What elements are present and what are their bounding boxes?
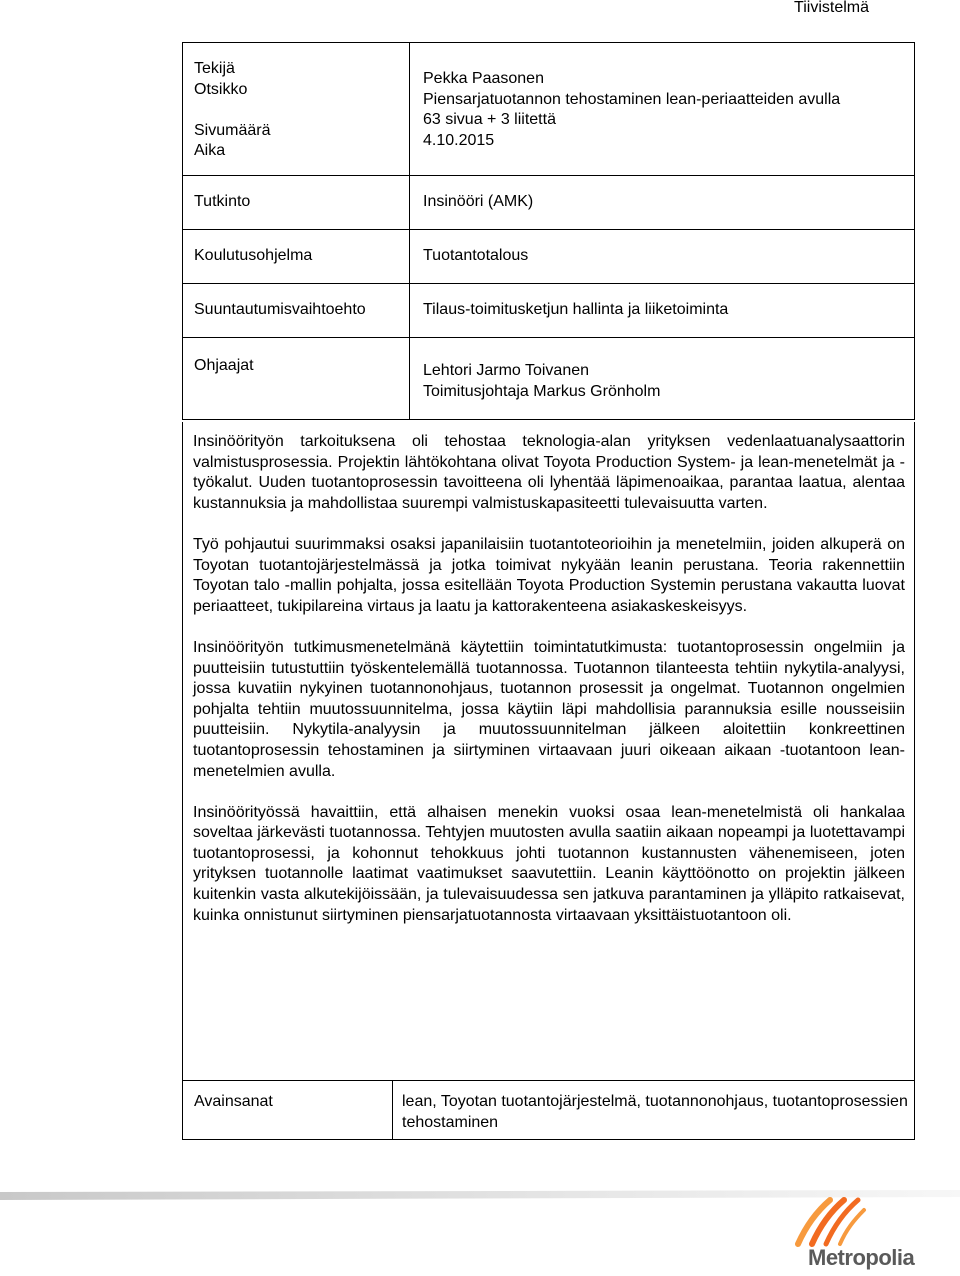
- abstract-text: [193, 432, 905, 947]
- meta-row-basic: [183, 43, 915, 176]
- value-degree: Insinööri (AMK): [423, 193, 534, 210]
- value-supervisor-1: Lehtori Jarmo Toivanen: [423, 362, 590, 379]
- label-degree: Tutkinto: [194, 193, 251, 210]
- label-supervisors: Ohjaajat: [194, 357, 254, 374]
- abstract-paragraph-2: Työ pohjautui suurimmaksi osaksi japanilaisiin tuotantoteorioihin ja menetelmiin, joiden alkuperä on Toyotan tuotantojärjestelmässä ja jotka toimivat nykyään leanin perustana. Teoria rakennettiin Toyotan talo -mallin pohjalta, jossa esitellään Toyota Production Systemin perustana vakautta luovat periaatteet, tukipilareina virtaus ja laatu ja kattorakenteena asiakaskeskeisyys.: [193, 535, 905, 615]
- abstract-paragraph-1: Insinöörityön tarkoituksena oli tehostaa teknologia-alan yrityksen vedenlaatuanalysaattorin valmistusprosessia. Projektin lähtökohtana olivat Toyota Production System- ja lean-menetelmät ja -työkalut. Uuden tuotantoprosessin tavoitteena oli lyhentää läpimenoaikaa, parantaa laatua, alentaa kustannuksia ja mahdollistaa suurempi valmistuskapasiteetti tulevaisuutta varten.: [193, 433, 905, 512]
- value-time: 4.10.2015: [423, 131, 495, 149]
- value-option: Tilaus-toimitusketjun hallinta ja liiketoiminta: [423, 301, 729, 318]
- label-pages: Sivumäärä: [194, 121, 271, 139]
- thesis-metadata-table: [182, 42, 915, 420]
- label-title: Otsikko: [194, 80, 248, 98]
- value-supervisor-2: Toimitusjohtaja Markus Grönholm: [423, 382, 661, 400]
- abstract-paragraph-4: Insinöörityössä havaittiin, että alhaisen menekin vuoksi osaa lean-menetelmistä oli hankalaa soveltaa järkevästi tuotannossa. Tehtyjen muutosten avulla saatiin aikaan nopeampi ja luotettavampi tuotantoprosessi, ja kohonnut tehokkuus johti tuotannon kustannusten vähenemiseen, joten yrityksen tuotannolle laatimat vaatimukset saavutettiin. Leanin käyttöönotto on projektin jälkeen kuitenkin vasta alkutekijöissään, ja tulevaisuudessa sen jatkuva parantaminen ja ylläpito ratkaisevat, kuinka onnistunut siirtyminen piensarjatuotannosta virtaavaan yksittäistuotantoon oli.: [193, 803, 905, 924]
- value-pages: 63 sivua + 3 liitettä: [423, 111, 556, 128]
- keywords-label: Avainsanat: [194, 1093, 273, 1110]
- label-program: Koulutusohjelma: [194, 247, 313, 264]
- keywords-table: [182, 1080, 915, 1140]
- value-author: Pekka Paasonen: [423, 70, 544, 87]
- label-time: Aika: [194, 142, 226, 159]
- abstract-paragraph-3: Insinöörityön tutkimusmenetelmänä käytettiin toimintatutkimusta: tuotantoprosessin ongelmiin ja puutteisiin tutustuttiin työskentelemällä tuotannossa. Tuotannon tilanteesta tehtiin nykytila-analyysi, jossa kuvatiin nykyinen tuotannonohjaus, tuotannon prosessit ja ongelmat. Tuotannon ongelmien pohjalta tehtiin muutossuunnitelma, jossa käytiin läpi mahdollisia parannuksia esille nousseisiin puutteisiin. Nykytila-analyysin ja muutossuunnitelman jälkeen aloitettiin konkreettinen tuotantoprosessin tehostaminen ja siirtyminen virtaavaan juuri oikeaan aikaan -tuotantoon lean-menetelmien avulla.: [193, 638, 905, 780]
- label-option: Suuntautumisvaihtoehto: [194, 301, 366, 318]
- meta-values-cell: [410, 43, 915, 176]
- meta-row-degree: [183, 176, 915, 230]
- logo-wordmark: Metropolia: [808, 1245, 915, 1270]
- meta-row-supervisors: [183, 338, 915, 420]
- meta-row-program: [183, 230, 915, 284]
- keywords-value: lean, Toyotan tuotantojärjestelmä, tuotannonohjaus, tuotantoprosessien tehostaminen: [402, 1093, 908, 1131]
- value-title: Piensarjatuotannon tehostaminen lean-periaatteiden avulla: [423, 90, 841, 108]
- label-author: Tekijä: [194, 60, 235, 77]
- value-program: Tuotantotalous: [423, 247, 529, 264]
- meta-labels-cell: [183, 43, 410, 176]
- meta-row-option: [183, 284, 915, 338]
- keywords-row: [183, 1081, 915, 1140]
- page-header-title: Tiivistelmä: [794, 0, 869, 16]
